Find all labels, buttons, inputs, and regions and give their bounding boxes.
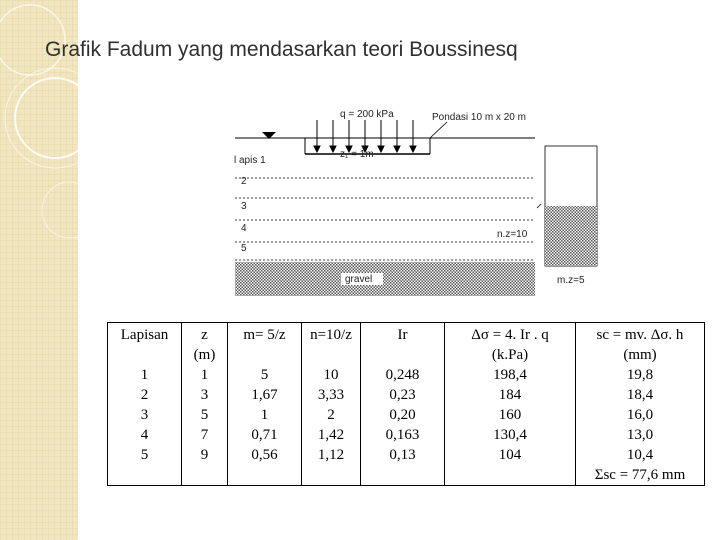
unit-sc: (mm) bbox=[576, 345, 705, 365]
cell-n: 1,42 bbox=[302, 425, 361, 445]
cell-n: 3,33 bbox=[302, 385, 361, 405]
cell-ir: 0,20 bbox=[361, 405, 445, 425]
page-title: Grafik Fadum yang mendasarkan teori Boussinesq bbox=[45, 38, 518, 61]
unit-n bbox=[302, 345, 361, 365]
header-delta-sigma: Δσ = 4. Ir . q bbox=[445, 323, 576, 346]
cell-z: 3 bbox=[182, 385, 228, 405]
load-label: q = 200 kPa bbox=[340, 109, 394, 120]
cell-ir: 0,163 bbox=[361, 425, 445, 445]
cell-m: 1,67 bbox=[228, 385, 302, 405]
layer-label-2: 2 bbox=[241, 176, 247, 187]
table-row bbox=[108, 445, 705, 465]
cell-delta-sigma: 184 bbox=[445, 385, 576, 405]
settlement-table bbox=[107, 322, 705, 486]
cell-sc: 19,8 bbox=[576, 365, 705, 385]
header-ir: Ir bbox=[361, 323, 445, 346]
header-lapisan: Lapisan bbox=[108, 323, 182, 346]
unit-z: (m) bbox=[182, 345, 228, 365]
cell-z: 7 bbox=[182, 425, 228, 445]
table-row bbox=[108, 365, 705, 385]
cell-m: 5 bbox=[228, 365, 302, 385]
table-total-row bbox=[108, 465, 705, 486]
unit-m bbox=[228, 345, 302, 365]
cell-z: 5 bbox=[182, 405, 228, 425]
unit-ir bbox=[361, 345, 445, 365]
cell-sc: 13,0 bbox=[576, 425, 705, 445]
table-header-row bbox=[108, 323, 705, 346]
cell-lapisan: 2 bbox=[108, 385, 182, 405]
sidebar-pattern bbox=[0, 0, 78, 540]
cell-m: 0,71 bbox=[228, 425, 302, 445]
layer-label-5: 5 bbox=[241, 243, 247, 254]
cell-z: 9 bbox=[182, 445, 228, 465]
table-unit-row bbox=[108, 345, 705, 365]
cell-sc: 10,4 bbox=[576, 445, 705, 465]
layer-boundaries bbox=[235, 178, 535, 260]
cell-lapisan: 1 bbox=[108, 365, 182, 385]
cell-lapisan: 3 bbox=[108, 405, 182, 425]
cell-delta-sigma: 198,4 bbox=[445, 365, 576, 385]
cell-n: 1,12 bbox=[302, 445, 361, 465]
total-settlement: Σsc = 77,6 mm bbox=[576, 465, 705, 486]
nz-label: n.z=10 bbox=[497, 229, 528, 240]
cell-n: 10 bbox=[302, 365, 361, 385]
cell-lapisan: 4 bbox=[108, 425, 182, 445]
gravel-label: gravel bbox=[345, 274, 373, 285]
cell-delta-sigma: 104 bbox=[445, 445, 576, 465]
decorative-sidebar bbox=[0, 0, 78, 540]
foundation-label: Pondasi 10 m x 20 m bbox=[432, 112, 526, 123]
cell-lapisan: 5 bbox=[108, 445, 182, 465]
cell-delta-sigma: 160 bbox=[445, 405, 576, 425]
cell-ir: 0,13 bbox=[361, 445, 445, 465]
header-n: n=10/z bbox=[302, 323, 361, 346]
mz-label: m.z=5 bbox=[557, 275, 585, 286]
load-arrows bbox=[314, 120, 416, 152]
cell-ir: 0,248 bbox=[361, 365, 445, 385]
header-z: z bbox=[182, 323, 228, 346]
z1-label: z₁ = 1m bbox=[340, 149, 374, 160]
soil-profile-figure bbox=[225, 108, 605, 298]
inset-hatched-area bbox=[545, 206, 597, 266]
unit-lapisan bbox=[108, 345, 182, 365]
table-row bbox=[108, 425, 705, 445]
cell-z: 1 bbox=[182, 365, 228, 385]
header-sc: sc = mv. Δσ. h bbox=[576, 323, 705, 346]
cell-delta-sigma: 130,4 bbox=[445, 425, 576, 445]
cell-sc: 18,4 bbox=[576, 385, 705, 405]
header-m: m= 5/z bbox=[228, 323, 302, 346]
cell-ir: 0,23 bbox=[361, 385, 445, 405]
layer-label-4: 4 bbox=[241, 223, 247, 234]
cell-m: 1 bbox=[228, 405, 302, 425]
layer-label-1: l apis 1 bbox=[234, 155, 266, 166]
gravel-layer bbox=[235, 262, 535, 296]
table-row bbox=[108, 385, 705, 405]
cell-n: 2 bbox=[302, 405, 361, 425]
table-row bbox=[108, 405, 705, 425]
unit-delta-sigma: (k.Pa) bbox=[445, 345, 576, 365]
cell-m: 0,56 bbox=[228, 445, 302, 465]
soil-profile-drawing bbox=[225, 108, 605, 298]
layer-label-3: 3 bbox=[241, 201, 247, 212]
cell-sc: 16,0 bbox=[576, 405, 705, 425]
